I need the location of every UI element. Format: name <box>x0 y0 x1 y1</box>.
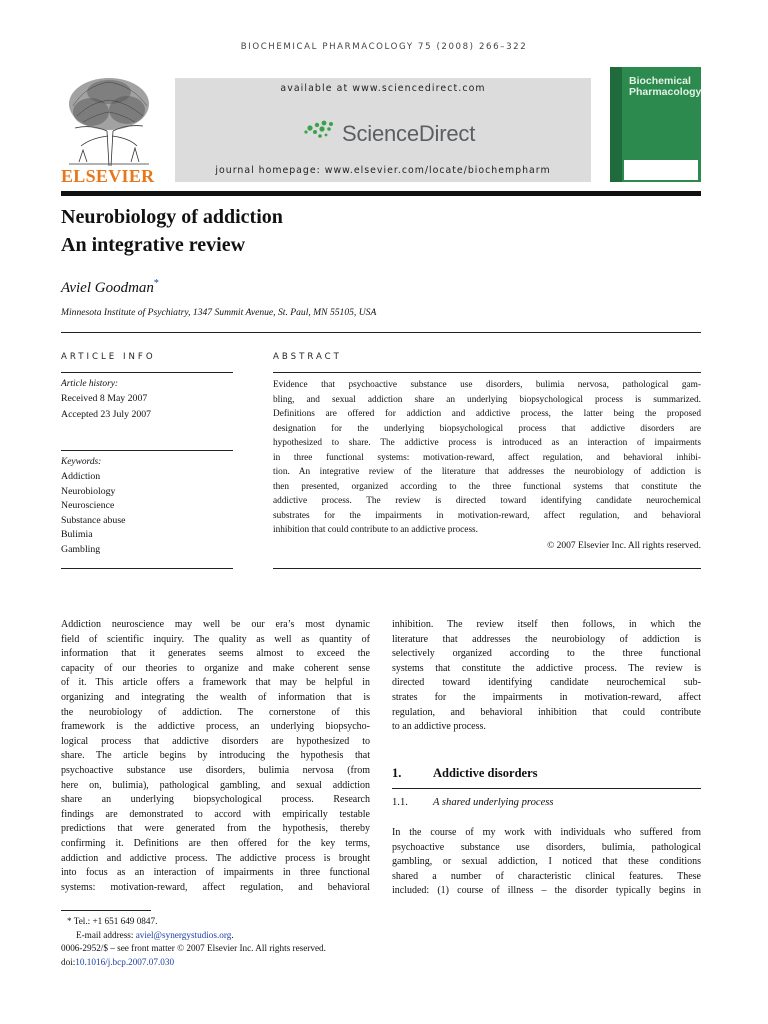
footnote-doi <box>61 957 174 967</box>
doi-label: doi: <box>61 957 76 967</box>
journal-cover-title: Biochemical Pharmacology <box>629 75 702 98</box>
body-line: predictions that were generated from the hypothesis, thereby <box>61 823 370 835</box>
article-info-rule-mid <box>61 450 233 451</box>
received-date: Received 8 May 2007 <box>61 393 148 404</box>
abstract-rule-bottom <box>273 568 701 569</box>
abstract-line: designation for the underlying biopsychological process that addictive disorders are <box>273 423 701 434</box>
article-info-rule-top <box>61 372 233 373</box>
body-line: regulation, and behavioral inhibition that could contribute <box>392 706 701 718</box>
journal-cover-spine <box>610 67 622 182</box>
body-line: selectively organized according to the three functional <box>392 648 701 660</box>
author-name <box>61 278 159 297</box>
body-line: organizing and integrating the wealth of information that is <box>61 691 370 703</box>
abstract-line: Evidence that psychoactive substance use disorders, bulimia nervosa, pathological gam- <box>273 380 701 390</box>
body-right-column-bottom <box>392 826 701 899</box>
body-line: into focus as an interaction of impairments in three functional <box>61 867 370 879</box>
journal-homepage-text[interactable]: journal homepage: www.elsevier.com/locate/biochempharm <box>215 165 551 176</box>
body-line: share. The article begins by introducing the hypothesis that <box>61 750 370 762</box>
footnote-rule <box>61 910 151 911</box>
journal-citation: BIOCHEMICAL PHARMACOLOGY 75 (2008) 266–322 <box>240 42 528 52</box>
abstract-line: Definitions are offered for addiction and addictive process, the latter being the proposed <box>273 409 701 419</box>
body-left-column <box>61 618 370 895</box>
body-line: systems: motivation-reward, affect regulation, and behavioral <box>61 881 370 893</box>
available-at-text[interactable]: available at www.sciencedirect.com <box>280 83 486 94</box>
body-line: systems that constitute the addictive process. The review is <box>392 662 701 674</box>
footnote-issn: 0006-2952/$ – see front matter © 2007 Elsevier Inc. All rights reserved. <box>61 943 326 953</box>
body-line: addiction and addictive process. The addictive process is brought <box>61 852 370 864</box>
body-line: confirming it. Definitions are then offered for the key terms, <box>61 837 370 849</box>
body-line: psychoactive substance use disorders, bulimia, pathological <box>392 841 701 853</box>
body-line: to an addictive process. <box>392 721 486 733</box>
section-1-rule <box>392 788 701 789</box>
body-line: inhibition. The review itself then follows, in which the <box>392 619 701 630</box>
body-line: strates for the impairments in motivation-reward, affect <box>392 691 701 703</box>
sciencedirect-wordmark: ScienceDirect <box>342 121 476 146</box>
body-line: here on, bulimia), pathological gambling, and sexual addiction <box>61 779 370 791</box>
body-line: capacity of our theories to organize and make coherent sense <box>61 662 370 674</box>
body-line: included: (1) course of illness – the disorder typically begins in <box>392 885 701 897</box>
header-divider <box>61 191 701 196</box>
body-line: directed toward identifying candidate neurochemical sub- <box>392 677 701 689</box>
abstract-line: substrates for the impairments in motivation-reward, affect regulation, and behavioral <box>273 510 701 521</box>
journal-cover-panel <box>624 160 698 180</box>
section-1-1-heading <box>392 797 554 808</box>
section-1-heading <box>392 766 538 781</box>
body-line: Addiction neuroscience may well be our era’s most dynamic <box>61 619 370 630</box>
keyword-item: Bulimia <box>61 529 93 541</box>
author-affiliation: Minnesota Institute of Psychiatry, 1347 Summit Avenue, St. Paul, MN 55105, USA <box>61 307 377 318</box>
section-title: Addictive disorders <box>433 766 538 780</box>
abstract-line: inhibition that could contribute to an addictive process. <box>273 525 478 535</box>
body-line: share an underlying biopsychological process. Research <box>61 794 370 806</box>
accepted-date: Accepted 23 July 2007 <box>61 409 152 420</box>
keyword-item: Substance abuse <box>61 514 126 526</box>
doi-link[interactable]: 10.1016/j.bcp.2007.07.030 <box>75 957 175 967</box>
article-history-label: Article history: <box>61 379 119 389</box>
body-line: psychoactive substance use disorders, bulimia nervosa (from <box>61 764 370 776</box>
keyword-item: Addiction <box>61 471 101 482</box>
abstract-line: hypothesized to share. The addictive process is introduced as an interaction of impairments <box>273 438 701 448</box>
body-line: logical process that addictive disorders are hypothesized to <box>61 735 370 747</box>
subsection-title: A shared underlying process <box>433 797 554 808</box>
abstract-line: addictive process. The review is directed toward identifying candidate neurochemical <box>273 496 701 506</box>
section-number: 1. <box>392 766 402 780</box>
affiliation-divider <box>61 332 701 333</box>
title-line-1: Neurobiology of addiction <box>61 206 283 228</box>
footnote-tel: * Tel.: +1 651 649 0847. <box>67 916 158 926</box>
abstract-copyright: © 2007 Elsevier Inc. All rights reserved. <box>547 541 701 551</box>
article-info-rule-bottom <box>61 568 233 569</box>
author-footnote-mark[interactable]: * <box>153 278 159 289</box>
body-line: of it. This article offers a framework that may be helpful in <box>61 677 370 689</box>
body-line: literature that addresses the neurobiology of addiction is <box>392 633 701 645</box>
abstract-body <box>273 378 701 538</box>
body-line: shared a number of characteristic clinical features. These <box>392 870 701 882</box>
keyword-item: Gambling <box>61 543 101 555</box>
publisher-name: ELSEVIER <box>61 166 155 186</box>
body-line: field of scientific inquiry. The quality as well as quantity of <box>61 633 370 645</box>
abstract-line: tion. An integrative review of the literature that addresses the neurobiology of addiction is <box>273 467 701 477</box>
email-link[interactable]: aviel@synergystudios.org <box>135 930 232 940</box>
author-text: Aviel Goodman <box>61 280 154 296</box>
article-title <box>61 203 283 259</box>
abstract-line: bling, and sexual addiction share an underlying biopsychological process is summarized. <box>273 394 701 405</box>
title-line-2: An integrative review <box>61 234 246 256</box>
email-label: E-mail address: <box>76 930 134 940</box>
abstract-line: then presented, organized according to the three functional systems that constitute the <box>273 481 701 492</box>
abstract-heading: ABSTRACT <box>273 352 342 362</box>
subsection-number: 1.1. <box>392 797 408 808</box>
body-line: gambling, or sexual addiction, I noticed that these conditions <box>392 856 701 868</box>
body-line: information that it generates seems almost to exceed the <box>61 648 370 660</box>
body-line: In the course of my work with individuals who suffered from <box>392 827 701 838</box>
body-line: findings are demonstrated to accord with empirically testable <box>61 808 370 820</box>
body-right-column-top <box>392 618 701 735</box>
keyword-item: Neuroscience <box>61 500 115 512</box>
footnote-email: E-mail address: aviel@synergystudios.org. <box>76 930 234 940</box>
article-info-heading: ARTICLE INFO <box>61 352 156 362</box>
keyword-item: Neurobiology <box>61 485 116 497</box>
abstract-line: in three functional systems: motivation-reward, affect regulation, and behavioral inhibi- <box>273 452 701 463</box>
body-line: framework is the addictive process, an underlying biopsycho- <box>61 721 370 733</box>
abstract-rule-top <box>273 372 701 373</box>
keyword-list <box>61 470 125 558</box>
body-line: the neurobiology of addiction. The cornerstone of this <box>61 706 370 718</box>
keywords-label: Keywords: <box>61 457 102 467</box>
